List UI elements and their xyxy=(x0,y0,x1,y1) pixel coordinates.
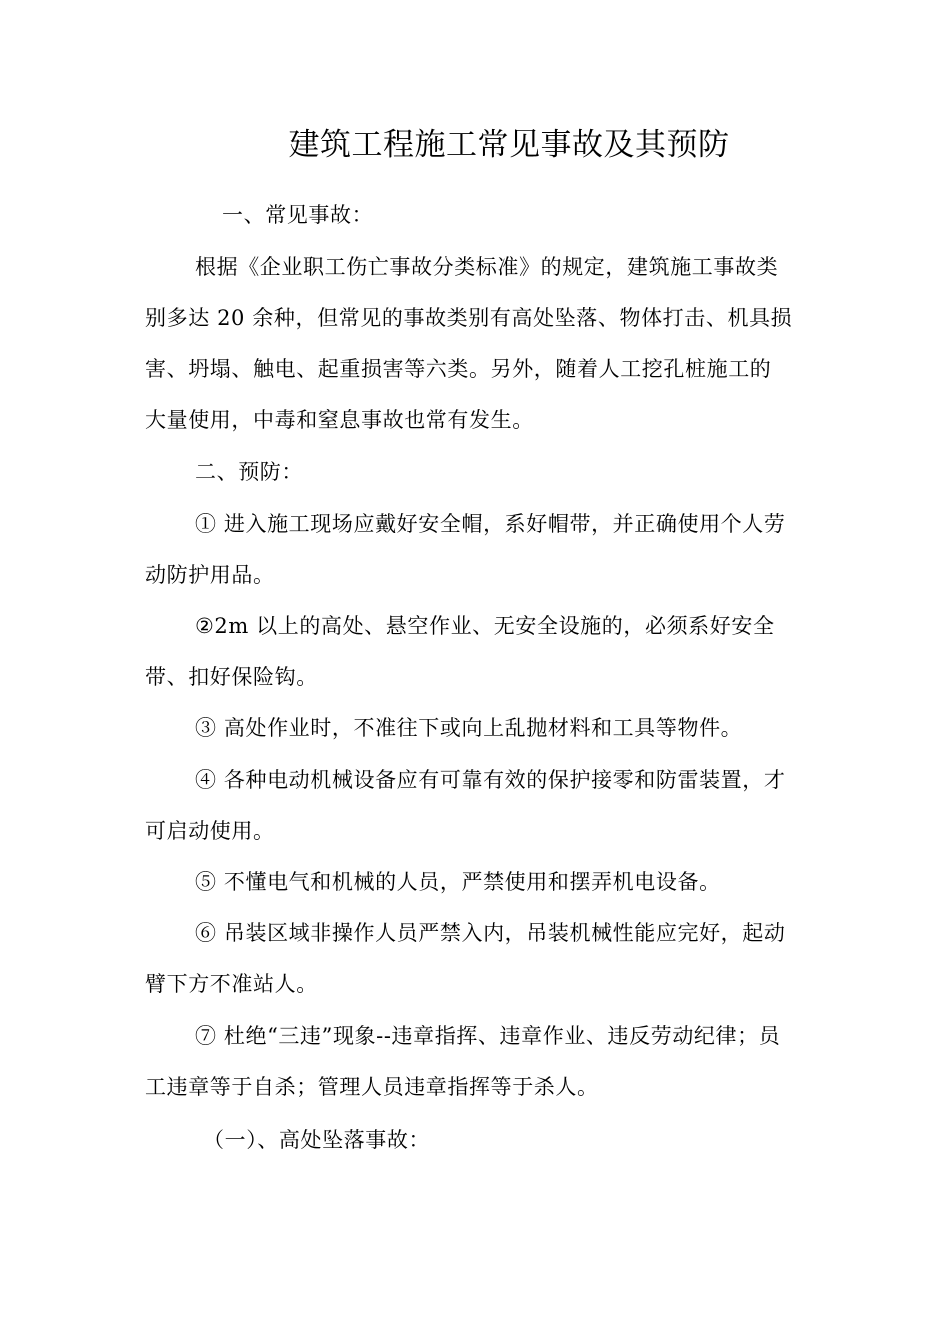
list-item: ⑦ 杜绝“三违”现象--违章指挥、违章作业、违反劳动纪律；员 xyxy=(195,1024,781,1048)
list-item: ④ 各种电动机械设备应有可靠有效的保护接零和防雷装置，才 xyxy=(195,768,786,792)
section-heading-prevention: 二、预防： xyxy=(195,460,303,484)
section-heading-accidents: 一、常见事故： xyxy=(222,203,374,227)
paragraph-line: 别多达 20 余种，但常见的事故类别有高处坠落、物体打击、机具损 xyxy=(145,306,793,330)
list-item: ③ 高处作业时，不准往下或向上乱抛材料和工具等物件。 xyxy=(195,716,743,740)
list-item-continuation: 带、扣好保险钩。 xyxy=(145,665,318,689)
list-item: ②2m 以上的高处、悬空作业、无安全设施的，必须系好安全 xyxy=(195,614,775,638)
list-item-continuation: 可启动使用。 xyxy=(145,819,275,843)
subsection-heading-fall-accidents: （一）、高处坠落事故： xyxy=(203,1128,431,1152)
list-item: ① 进入施工现场应戴好安全帽，系好帽带，并正确使用个人劳 xyxy=(195,512,786,536)
paragraph-line: 根据《企业职工伤亡事故分类标准》的规定，建筑施工事故类 xyxy=(195,255,779,279)
list-item-continuation: 工违章等于自杀；管理人员违章指挥等于杀人。 xyxy=(145,1075,599,1099)
paragraph-line: 害、坍塌、触电、起重损害等六类。另外，随着人工挖孔桩施工的 xyxy=(145,357,772,381)
document-title: 建筑工程施工常见事故及其预防 xyxy=(288,127,730,163)
list-item-continuation: 动防护用品。 xyxy=(145,563,275,587)
list-item-continuation: 臂下方不准站人。 xyxy=(145,972,318,996)
list-item: ⑤ 不懂电气和机械的人员，严禁使用和摆弄机电设备。 xyxy=(195,870,721,894)
list-item: ⑥ 吊装区域非操作人员严禁入内，吊装机械性能应完好，起动 xyxy=(195,921,786,945)
paragraph-line: 大量使用，中毒和窒息事故也常有发生。 xyxy=(145,408,534,432)
